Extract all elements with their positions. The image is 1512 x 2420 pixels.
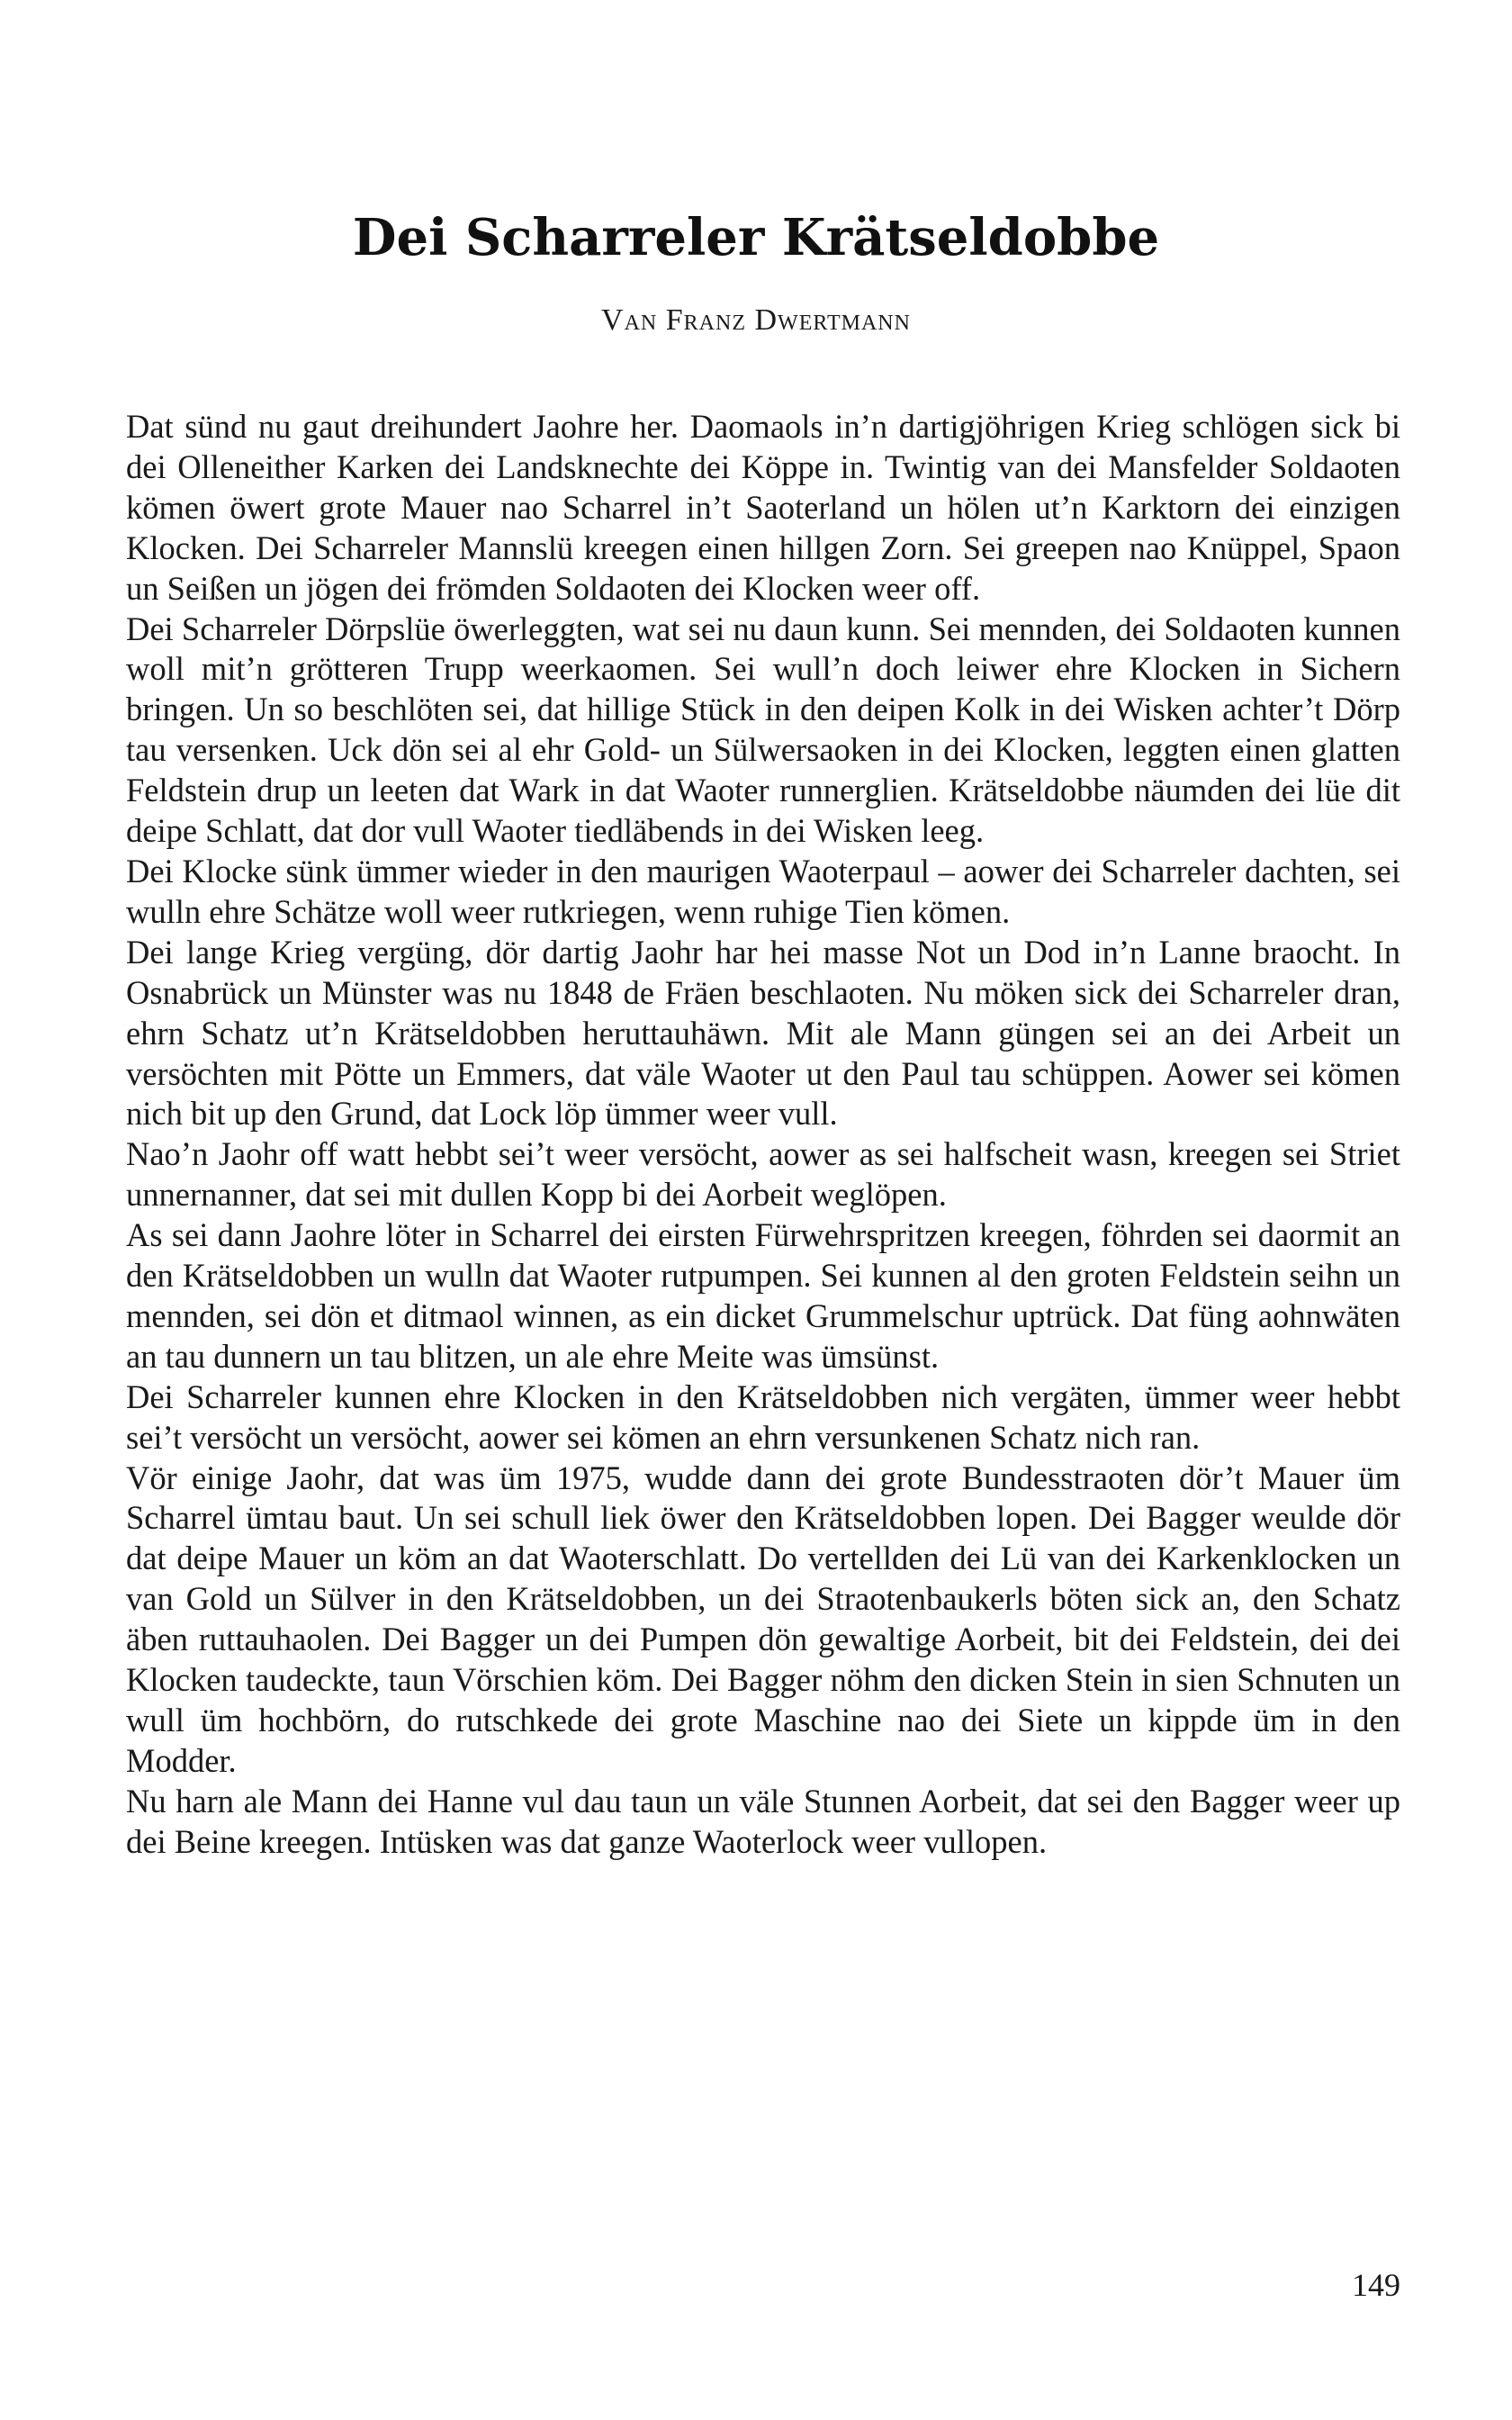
paragraph: Vör einige Jaohr, dat was üm 1975, wudde dann dei grote Bundesstraoten dör’t Mauer üm Scharrel ümtau baut. Un sei schull liek öwer den Krätseldobben lopen. Dei Bagger weulde dör dat deipe Mauer un köm an dat Waoterschlatt. Do vertellden dei Lü van dei Karkenklocken un van Gold un Sülver in den Krätseldobben, un dei Straotenbaukerls böten sick an, den Schatz äben ruttauhaolen. Dei Bagger un dei Pumpen dön gewaltige Aorbeit, bit dei Feldstein, dei dei Klocken taudeckte, taun Vörschien köm. Dei Bagger nöhm den dicken Stein in sien Schnuten un wull üm hochbörn, do rutschkede dei grote Maschine nao dei Siete un kippde üm in den Modder.	[126, 1458, 1400, 1779]
paragraph: As sei dann Jaohre löter in Scharrel dei eirsten Fürwehrspritzen kreegen, föhrden sei daormit an den Krätseldobben un wulln dat Waoter rutpumpen. Sei kunnen al den groten Feldstein seihn un mennden, sei dön et ditmaol winnen, as ein dicket Grummelschur uptrück. Dat füng aohnwäten an tau dunnern un tau blitzen, un ale ehre Meite was ümsünst.	[126, 1216, 1400, 1375]
paragraph: Dat sünd nu gaut dreihundert Jaohre her. Daomaols in’n dartigjöhrigen Krieg schlögen sick bi dei Olleneither Karken dei Landsknechte dei Köppe in. Twintig van dei Mansfelder Soldaoten kömen öwert grote Mauer nao Scharrel in’t Saoterland un hölen ut’n Karktorn dei einzigen Klocken. Dei Scharreler Mannslü kreegen einen hillgen Zorn. Sei greepen nao Knüppel, Spaon un Seißen un jögen dei frömden Soldaoten dei Klocken weer off.	[126, 408, 1400, 607]
paragraph: Nu harn ale Mann dei Hanne vul dau taun un väle Stunnen Aorbeit, dat sei den Bagger weer up dei Beine kreegen. Intüsken was dat ganze Waoterlock weer vullopen.	[126, 1782, 1400, 1860]
story-title: Dei Scharreler Krätseldobbe	[352, 208, 1160, 267]
paragraph: Dei Scharreler kunnen ehre Klocken in den Krätseldobben nich vergäten, ümmer weer hebbt sei’t versöcht un versöcht, aower sei kömen an ehrn versunkenen Schatz nich ran.	[126, 1377, 1400, 1456]
paragraph: Nao’n Jaohr off watt hebbt sei’t weer versöcht, aower as sei halfscheit wasn, kreegen sei Striet unnernanner, dat sei mit dullen Kopp bi dei Aorbeit weglöpen.	[126, 1135, 1400, 1214]
author-byline: Van Franz Dwertmann	[601, 303, 911, 337]
paragraph: Dei lange Krieg vergüng, dör dartig Jaohr har hei masse Not un Dod in’n Lanne braocht. In Osnabrück un Münster was nu 1848 de Fräen beschlaoten. Nu möken sick dei Scharreler dran, ehrn Schatz ut’n Krätseldobben heruttauhäwn. Mit ale Mann güngen sei an dei Arbeit un versöchten mit Pötte un Emmers, dat väle Waoter ut den Paul tau schüppen. Aower sei kömen nich bit up den Grund, dat Lock löp ümmer weer vull.	[126, 933, 1400, 1133]
paragraph: Dei Scharreler Dörpslüe öwerleggten, wat sei nu daun kunn. Sei mennden, dei Soldaoten kunnen woll mit’n grötteren Trupp weerkaomen. Sei wull’n doch leiwer ehre Klocken in Sichern bringen. Un so beschlöten sei, dat hillige Stück in den deipen Kolk in dei Wisken achter’t Dörp tau versenken. Uck dön sei al ehr Gold- un Sülwersaoken in dei Klocken, leggten einen glatten Feldstein drup un leeten dat Wark in dat Waoter runnerglien. Krätseldobbe näumden dei lüe dit deipe Schlatt, dat dor vull Waoter tiedläbends in dei Wisken leeg.	[126, 610, 1400, 850]
paragraph: Dei Klocke sünk ümmer wieder in den maurigen Waoterpaul – aower dei Scharreler dachten, sei wulln ehre Schätze woll weer rutkriegen, wenn ruhige Tien kömen.	[126, 852, 1400, 930]
story-body	[126, 407, 1400, 1863]
page-number: 149	[1352, 2267, 1400, 2303]
